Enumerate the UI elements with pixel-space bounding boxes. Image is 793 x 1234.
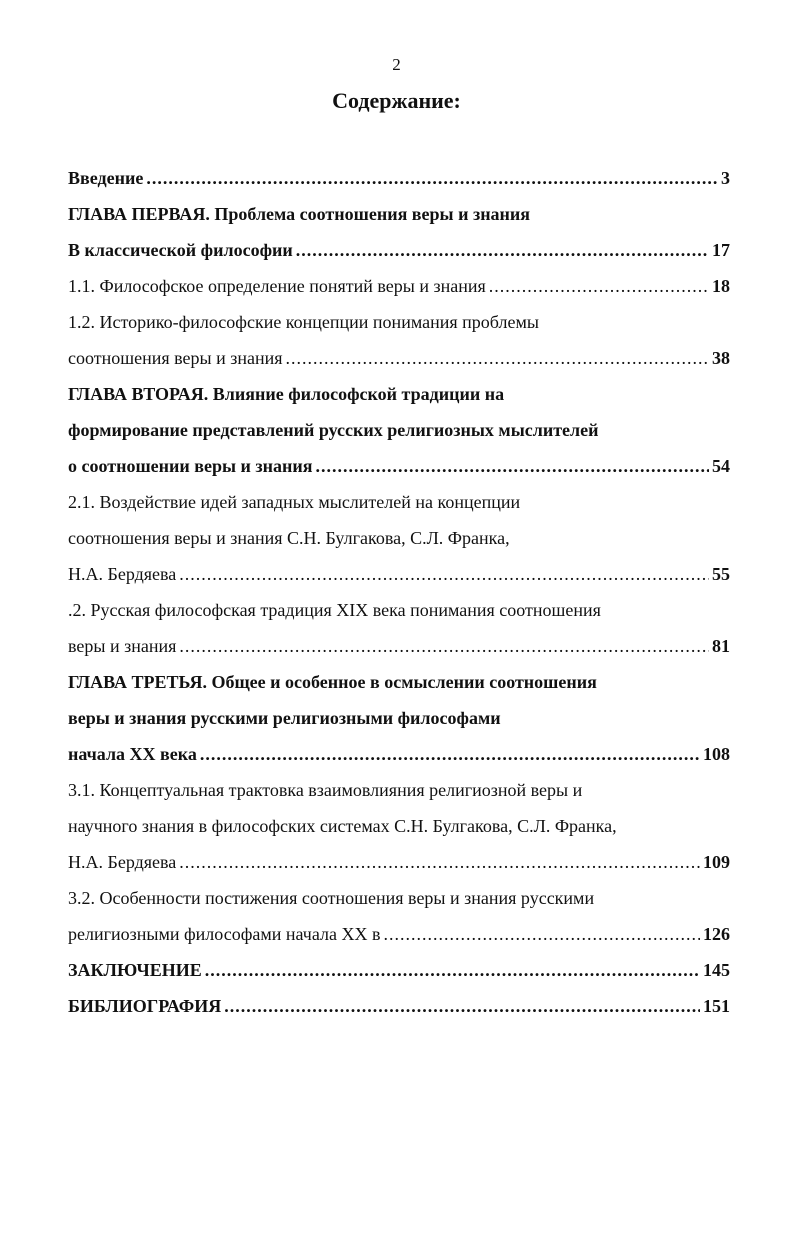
toc-entry-chapter-3 [68,736,730,772]
dot-leader [179,556,709,592]
section-3-1-line-1: 3.1. Концептуальная трактовка взаимовлияния религиозной веры и [68,780,583,800]
chapter-3-title-line-1: ГЛАВА ТРЕТЬЯ. Общее и особенное в осмыслении соотношения [68,672,597,692]
toc-entry-label: Введение [68,168,144,188]
chapter-1-title-line-1: ГЛАВА ПЕРВАЯ. Проблема соотношения веры и знания [68,204,531,224]
toc-entry-label: начала XX века [68,744,197,764]
dot-leader [179,844,700,880]
toc-entry-label: соотношения веры и знания [68,348,283,368]
toc-page-number: 38 [712,348,730,368]
toc-entry-chapter-1 [68,232,730,268]
toc-page-number: 18 [712,276,730,296]
dot-leader [383,916,700,952]
toc-page-number: 55 [712,564,730,584]
toc-page-number: 54 [712,456,730,476]
toc-entry-bibliography [68,988,730,1024]
section-1-2-line-1: 1.2. Историко-философские концепции понимания проблемы [68,312,539,332]
toc-page-number: 81 [712,636,730,656]
toc-page-number: 109 [703,852,730,872]
section-2-1-line-2: соотношения веры и знания С.Н. Булгакова, С.Л. Франка, [68,528,510,548]
table-of-contents [68,160,730,1024]
toc-entry-conclusion [68,952,730,988]
toc-entry-label: Н.А. Бердяева [68,564,177,584]
toc-entry-label: В классической философии [68,240,293,260]
toc-entry-label: религиозными философами начала XX в [68,924,381,944]
toc-entry-label: БИБЛИОГРАФИЯ [68,996,222,1016]
dot-leader [224,988,700,1024]
section-2-2-line-1: .2. Русская философская традиция XIX века понимания соотношения [68,600,601,620]
toc-entry-intro [68,160,730,196]
section-2-1-line-1: 2.1. Воздействие идей западных мыслителей на концепции [68,492,521,512]
dot-leader [296,232,709,268]
toc-page-number: 108 [703,744,730,764]
chapter-2-title-line-1: ГЛАВА ВТОРАЯ. Влияние философской традиции на [68,384,505,404]
chapter-2-title-line-2: формирование представлений русских религиозных мыслителей [68,420,599,440]
toc-page-number: 145 [703,960,730,980]
dot-leader [286,340,709,376]
toc-entry-section-2-2 [68,628,730,664]
section-3-1-line-2: научного знания в философских системах С.Н. Булгакова, С.Л. Франка, [68,816,617,836]
dot-leader [489,268,709,304]
toc-entry-label: Н.А. Бердяева [68,852,177,872]
section-3-2-line-1: 3.2. Особенности постижения соотношения веры и знания русскими [68,888,595,908]
toc-entry-section-3-2 [68,916,730,952]
dot-leader [179,628,709,664]
dot-leader [316,448,710,484]
toc-page-number: 151 [703,996,730,1016]
dot-leader [205,952,700,988]
toc-entry-section-3-1 [68,844,730,880]
toc-page-number: 17 [712,240,730,260]
toc-entry-label: ЗАКЛЮЧЕНИЕ [68,960,202,980]
chapter-3-title-line-2: веры и знания русскими религиозными философами [68,708,501,728]
toc-entry-chapter-2 [68,448,730,484]
toc-page-number: 126 [703,924,730,944]
toc-page-number: 3 [721,168,730,188]
toc-entry-label: 1.1. Философское определение понятий веры и знания [68,276,486,296]
toc-title: Содержание: [332,88,461,113]
toc-entry-section-2-1 [68,556,730,592]
dot-leader [146,160,718,196]
toc-entry-label: о соотношении веры и знания [68,456,313,476]
toc-entry-section-1-2 [68,340,730,376]
toc-entry-section-1-1 [68,268,730,304]
dot-leader [200,736,700,772]
page-number: 2 [392,55,401,74]
toc-entry-label: веры и знания [68,636,177,656]
